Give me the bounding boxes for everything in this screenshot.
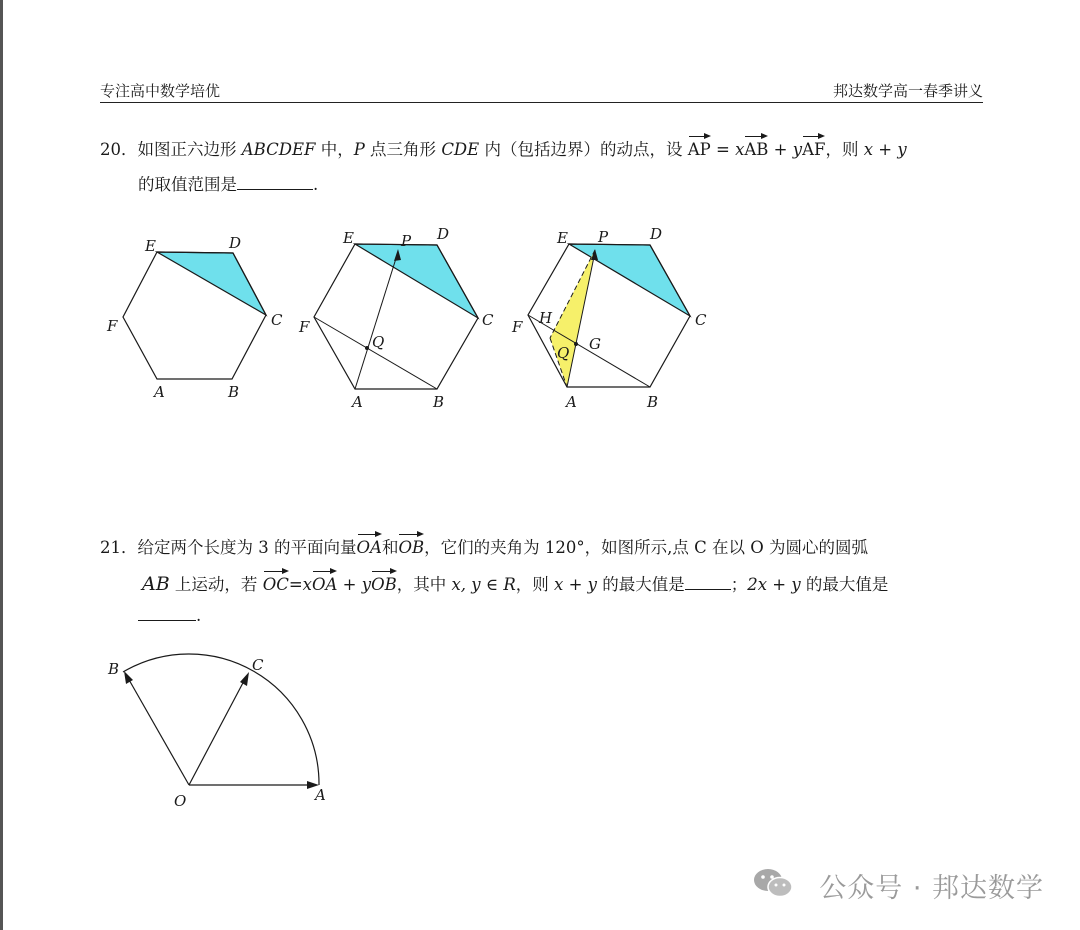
- answer-blank: [685, 575, 731, 590]
- header-left: 专注高中数学培优: [100, 82, 221, 100]
- q20-line2: [138, 171, 318, 195]
- label-c: C: [252, 656, 264, 674]
- wechat-icon: [752, 866, 794, 900]
- label-a: A: [154, 383, 165, 401]
- label-f: F: [512, 318, 523, 336]
- q20-point-p: P: [353, 140, 365, 159]
- arrowhead-b: [124, 671, 133, 684]
- arc-ab-curve: [123, 654, 319, 785]
- q21-expr2: 2x + y: [747, 575, 801, 594]
- label-p: P: [598, 228, 609, 246]
- q21-text: 的最大值是: [596, 575, 685, 594]
- answer-blank: [237, 175, 313, 190]
- hexagon-figure-2: [295, 222, 505, 417]
- vector-oc: OC: [263, 569, 289, 594]
- page-header: [100, 78, 983, 103]
- q21-sep: ；: [730, 575, 748, 594]
- label-f: F: [107, 317, 118, 335]
- arrowhead-c: [240, 672, 249, 686]
- q20-text: 的取值范围是: [138, 175, 237, 194]
- q20-period: .: [313, 175, 319, 194]
- label-d: D: [437, 225, 450, 243]
- vector-ob: OB: [398, 532, 424, 557]
- answer-blank: [138, 606, 196, 621]
- q21-expr1: x + y: [554, 575, 597, 594]
- label-d: D: [650, 225, 663, 243]
- q20-text: ，则: [825, 140, 864, 159]
- vector-ap-line: [355, 252, 398, 389]
- q20-hexagon: ABCDEF: [241, 140, 316, 159]
- vector-ap: AP: [688, 134, 711, 159]
- yellow-triangle: [550, 250, 595, 387]
- arc-vector-figure: [100, 645, 340, 815]
- q21-text: ，它们的夹角为 120°，如图所示,点 C 在以 O 为圆心的圆弧: [424, 538, 868, 557]
- q20-text: 如图正六边形: [137, 140, 242, 159]
- q20-expr: x + y: [863, 140, 907, 159]
- q20-plus: +: [768, 140, 793, 159]
- q21-line2: [142, 569, 888, 595]
- q21-plus-y: + y: [337, 575, 372, 594]
- vector-af: AF: [802, 134, 825, 159]
- label-q: Q: [557, 344, 570, 362]
- label-a: A: [315, 786, 326, 804]
- label-c: C: [271, 311, 283, 329]
- q20-eq: =: [710, 140, 736, 159]
- label-p: P: [401, 232, 412, 250]
- q20-text: 内（包括边界）的动点，设: [479, 140, 688, 159]
- label-a: A: [566, 393, 577, 411]
- label-e: E: [145, 237, 156, 255]
- label-c: C: [482, 311, 494, 329]
- label-h: H: [539, 309, 553, 327]
- q21-text: 上运动，若: [169, 575, 263, 594]
- q21-r: R: [503, 575, 516, 594]
- q20-text: 中，: [315, 140, 354, 159]
- point-q: [574, 342, 578, 346]
- label-d: D: [229, 234, 242, 252]
- label-b: B: [433, 393, 445, 411]
- q21-vars: x, y: [451, 575, 481, 594]
- q21-line1: [100, 532, 868, 558]
- shaded-triangle-cde: [355, 244, 478, 318]
- vector-ab: AB: [744, 134, 768, 159]
- hexagon-figure-1: [100, 228, 300, 408]
- q21-in: ∈: [480, 575, 504, 594]
- hexagon-figure-3: [505, 222, 715, 417]
- vector-oc-line: [189, 679, 245, 785]
- watermark-text: 公众号 · 邦达数学: [819, 873, 1044, 904]
- q21-text: ，则: [515, 575, 555, 594]
- vector-oa: OA: [357, 532, 382, 557]
- page-edge: [0, 0, 3, 930]
- label-q: Q: [372, 333, 385, 351]
- arc-ab: AB: [142, 573, 170, 595]
- q21-line3: [138, 606, 201, 625]
- label-e: E: [557, 229, 568, 247]
- label-e: E: [343, 229, 354, 247]
- label-b: B: [647, 393, 659, 411]
- point-q: [365, 346, 369, 350]
- label-b: B: [108, 660, 120, 678]
- label-o: O: [174, 792, 187, 810]
- q20-line1: [100, 134, 907, 160]
- q20-y: y: [792, 140, 803, 159]
- q21-number: 21．: [100, 538, 138, 557]
- label-g: G: [589, 335, 601, 353]
- label-b: B: [228, 383, 240, 401]
- vector-oa: OA: [312, 569, 337, 594]
- q21-text: ，其中: [396, 575, 452, 594]
- label-a: A: [352, 393, 363, 411]
- segment-fb: [314, 317, 437, 389]
- label-f: F: [299, 318, 310, 336]
- q20-number: 20．: [100, 140, 138, 159]
- q21-text: 的最大值是: [800, 575, 889, 594]
- label-c: C: [695, 311, 707, 329]
- q20-x: x: [735, 140, 745, 159]
- q20-triangle: CDE: [441, 140, 480, 159]
- header-right: 邦达数学高一春季讲义: [832, 82, 983, 100]
- q20-text: 点三角形: [364, 140, 442, 159]
- q21-text: 给定两个长度为 3 的平面向量: [137, 538, 357, 557]
- q21-period: .: [196, 606, 202, 625]
- vector-ob: OB: [371, 569, 397, 594]
- vector-ob-line: [128, 678, 189, 785]
- q21-eq: =x: [288, 575, 312, 594]
- q21-text: 和: [381, 538, 399, 557]
